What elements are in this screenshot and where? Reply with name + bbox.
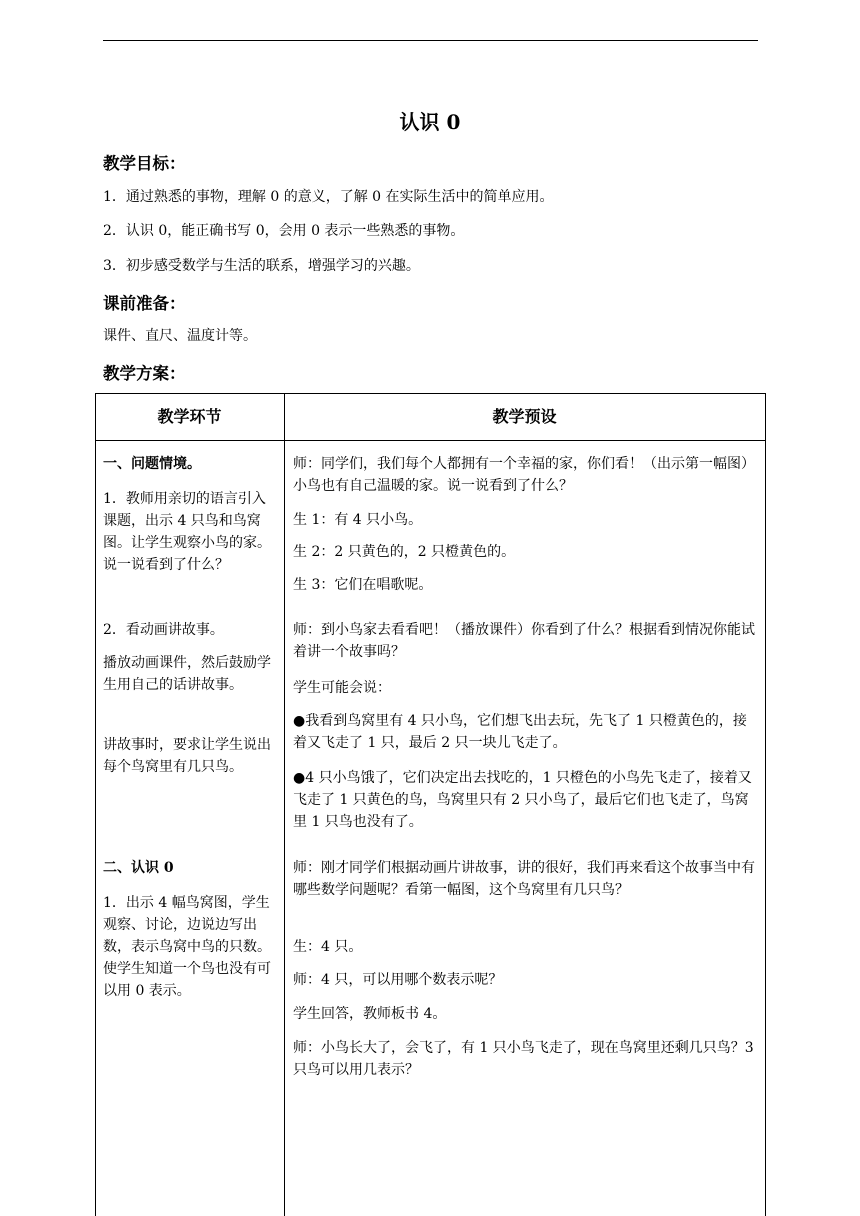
table-column-divider — [284, 393, 285, 1216]
page-title: 认识 0 — [399, 110, 461, 134]
preset-line: 师：4 只，可以用哪个数表示呢？ — [293, 972, 503, 988]
stage-text: 1．出示 4 幅鸟窝图，学生观察、讨论，边说边写出数，表示鸟窝中鸟的只数。使学生知道一个鸟也没有可以用 0 表示。 — [103, 895, 271, 999]
column-header-preset: 教学预设 — [492, 407, 557, 426]
preset-bullet: ●我看到鸟窝里有 4 只小鸟，它们想飞出去玩，先飞了 1 只橙黄色的，接着又飞走了 1 只，最后 2 只一块儿飞走了。 — [293, 713, 747, 751]
table-left-border — [95, 393, 96, 1216]
preset-line: 师：到小鸟家去看看吧！（播放课件）你看到了什么？根据看到情况你能试着讲一个故事吗？ — [293, 622, 755, 660]
table-right-border — [765, 393, 766, 1216]
preset-line: 学生回答，教师板书 4。 — [293, 1006, 447, 1022]
prep-heading: 课前准备： — [103, 294, 186, 313]
goal-item-3: 3．初步感受数学与生活的联系，增强学习的兴趣。 — [103, 258, 420, 274]
stage-text: 播放动画课件，然后鼓励学生用自己的话讲故事。 — [103, 655, 271, 693]
prep-text: 课件、直尺、温度计等。 — [103, 328, 257, 344]
preset-line: 生 2：2 只黄色的，2 只橙黄色的。 — [293, 544, 516, 560]
goals-heading: 教学目标： — [103, 154, 186, 173]
goal-item-2: 2．认识 0，能正确书写 0，会用 0 表示一些熟悉的事物。 — [103, 223, 465, 239]
column-header-stage: 教学环节 — [157, 407, 222, 426]
goal-item-1: 1．通过熟悉的事物，理解 0 的意义，了解 0 在实际生活中的简单应用。 — [103, 189, 554, 205]
preset-line: 师：同学们，我们每个人都拥有一个幸福的家，你们看！（出示第一幅图）小鸟也有自己温暖的家。说一说看到了什么？ — [293, 456, 755, 494]
stage-text: 1．教师用亲切的语言引入课题，出示 4 只鸟和鸟窝图。让学生观察小鸟的家。说一说看到了什么？ — [103, 491, 271, 573]
table-header-divider — [95, 440, 766, 441]
stage-heading-2: 二、认识 0 — [103, 860, 174, 876]
preset-line: 师：小鸟长大了，会飞了，有 1 只小鸟飞走了，现在鸟窝里还剩几只鸟？3 只鸟可以用几表示？ — [293, 1040, 754, 1078]
preset-line: 生 3：它们在唱歌呢。 — [293, 577, 433, 593]
header-rule — [103, 40, 758, 41]
stage-text: 讲故事时，要求让学生说出每个鸟窝里有几只鸟。 — [103, 737, 271, 775]
preset-line: 学生可能会说： — [293, 680, 391, 696]
stage-text: 2．看动画讲故事。 — [103, 622, 224, 638]
preset-line: 师：刚才同学们根据动画片讲故事，讲的很好，我们再来看这个故事当中有哪些数学问题呢？看第一幅图，这个鸟窝里有几只鸟？ — [293, 860, 755, 898]
preset-line: 生 1：有 4 只小鸟。 — [293, 512, 423, 528]
plan-heading: 教学方案： — [103, 364, 186, 383]
plan-table — [95, 393, 766, 1216]
preset-bullet: ●4 只小鸟饿了，它们决定出去找吃的，1 只橙色的小鸟先飞走了，接着又飞走了 1 只黄色的鸟，鸟窝里只有 2 只小鸟了，最后它们也飞走了，鸟窝里 1 只鸟也没有了。 — [293, 770, 752, 830]
preset-line: 生：4 只。 — [293, 939, 363, 955]
stage-heading-1: 一、问题情境。 — [103, 456, 201, 472]
